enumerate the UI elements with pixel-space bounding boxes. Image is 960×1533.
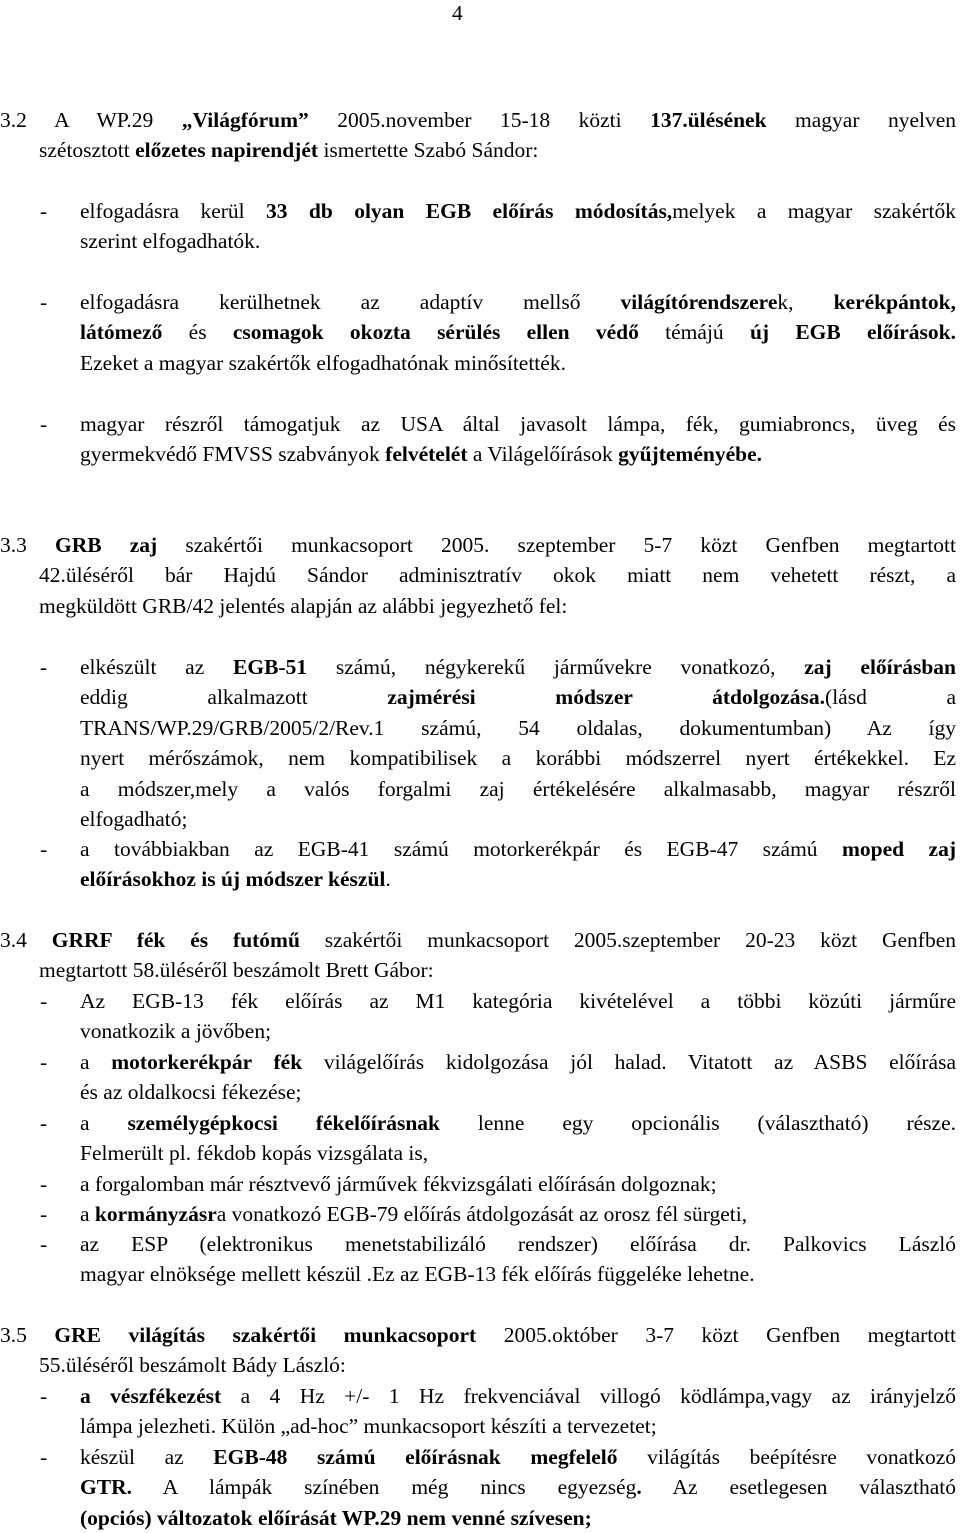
bullet-item: - a vészfékezést a 4 Hz +/- 1 Hz frekvenciával villogó ködlámpa,vagy az irányjelző lámpa jelezheti. Külön „ad-hoc” munkacsoport készíti a tervezetet; <box>40 1384 956 1439</box>
bullet-item: - elfogadásra kerülhetnek az adaptív mellső világítórendszerek, kerékpántok, látómező és csomagok okozta sérülés ellen védő témájú új EGB előírások. Ezeket a magyar szakértők elfogadhatónak minősítették. <box>40 290 956 375</box>
section-heading-line: 3.2 A WP.29 „Világfórum” 2005.november 15-18 közti 137.ülésének magyar nyelven <box>0 108 956 132</box>
bullet-item: - a forgalomban már résztvevő járművek fékvizsgálati előírásán dolgoznak; <box>40 1172 717 1196</box>
section-3-3: 3.3 GRB zaj szakértői munkacsoport 2005. szeptember 5-7 közt Genfben megtartott 42.üléséről bár Hajdú Sándor adminisztratív okok miatt nem vehetett részt, a megküldött GRB/42 jelentés alapján az alábbi jegyezhető fel: <box>0 530 960 621</box>
section-3-2 <box>0 105 960 166</box>
page-number: 4 <box>452 1 463 25</box>
bullet-item: - a továbbiakban az EGB-41 számú motorkerékpár és EGB-47 számú moped zaj előírásokhoz is új módszer készül. <box>40 837 956 892</box>
bullet-item: - az ESP (elektronikus menetstabilizáló rendszer) előírása dr. Palkovics László magyar elnöksége mellett készül .Ez az EGB-13 fék előírás függeléke lehetne. <box>40 1232 956 1287</box>
bullet-item: - készül az EGB-48 számú előírásnak megfelelő világítás beépítésre vonatkozó GTR. A lámpák színében még nincs egyezség. Az esetlegesen választható (opciós) változatok előírását WP.29 nem venné szívesen; <box>40 1445 956 1530</box>
paragraph-line: szétosztott előzetes napirendjét ismertette Szabó Sándor: <box>39 138 539 163</box>
section-heading-line: 3.3 GRB zaj szakértői munkacsoport 2005. szeptember 5-7 közt Genfben megtartott <box>0 533 956 557</box>
bullet-item: - magyar részről támogatjuk az USA által javasolt lámpa, fék, gumiabroncs, üveg és gyermekvédő FMVSS szabványok felvételét a Világelőírások gyűjteményébe. <box>40 412 956 467</box>
bullet-item: - elfogadásra kerül 33 db olyan EGB előírás módosítás,melyek a magyar szakértők szerint elfogadhatók. <box>40 199 956 254</box>
bullet-item: - elkészült az EGB-51 számú, négykerekű járművekre vonatkozó, zaj előírásban eddig alkalmazott zajmérési módszer átdolgozása.(lásd a TRANS/WP.29/GRB/2005/2/Rev.1 számú, 54 oldalas, dokumentumban) Az így nyert mérőszámok, nem kompatibilisek a korábbi módszerrel nyert értékekkel. Ez a módszer,mely a valós forgalmi zaj értékelésére alkalmasabb, magyar részről elfogadható; <box>40 655 956 831</box>
section-heading-line: 3.4 GRRF fék és futómű szakértői munkacsoport 2005.szeptember 20-23 közt Genfben <box>0 928 956 952</box>
section-heading-line: 3.5 GRE világítás szakértői munkacsoport 2005.október 3-7 közt Genfben megtartott <box>0 1323 956 1347</box>
bullet-item: - a kormányzásra vonatkozó EGB-79 előírás átdolgozását az orosz fél sürgeti, <box>40 1202 748 1226</box>
section-3-5: 3.5 GRE világítás szakértői munkacsoport 2005.október 3-7 közt Genfben megtartott 55.üléséről beszámolt Bády László: <box>0 1320 960 1381</box>
bullet-item: - a motorkerékpár fék világelőírás kidolgozása jól halad. Vitatott az ASBS előírása és az oldalkocsi fékezése; <box>40 1050 956 1105</box>
bullet-item: - Az EGB-13 fék előírás az M1 kategória kivételével a többi közúti járműre vonatkozik a jövőben; <box>40 989 956 1044</box>
section-3-4: 3.4 GRRF fék és futómű szakértői munkacsoport 2005.szeptember 20-23 közt Genfben megtartott 58.üléséről beszámolt Brett Gábor: <box>0 925 960 986</box>
bullet-item: - a személygépkocsi fékelőírásnak lenne egy opcionális (választható) része. Felmerült pl. fékdob kopás vizsgálata is, <box>40 1111 956 1166</box>
